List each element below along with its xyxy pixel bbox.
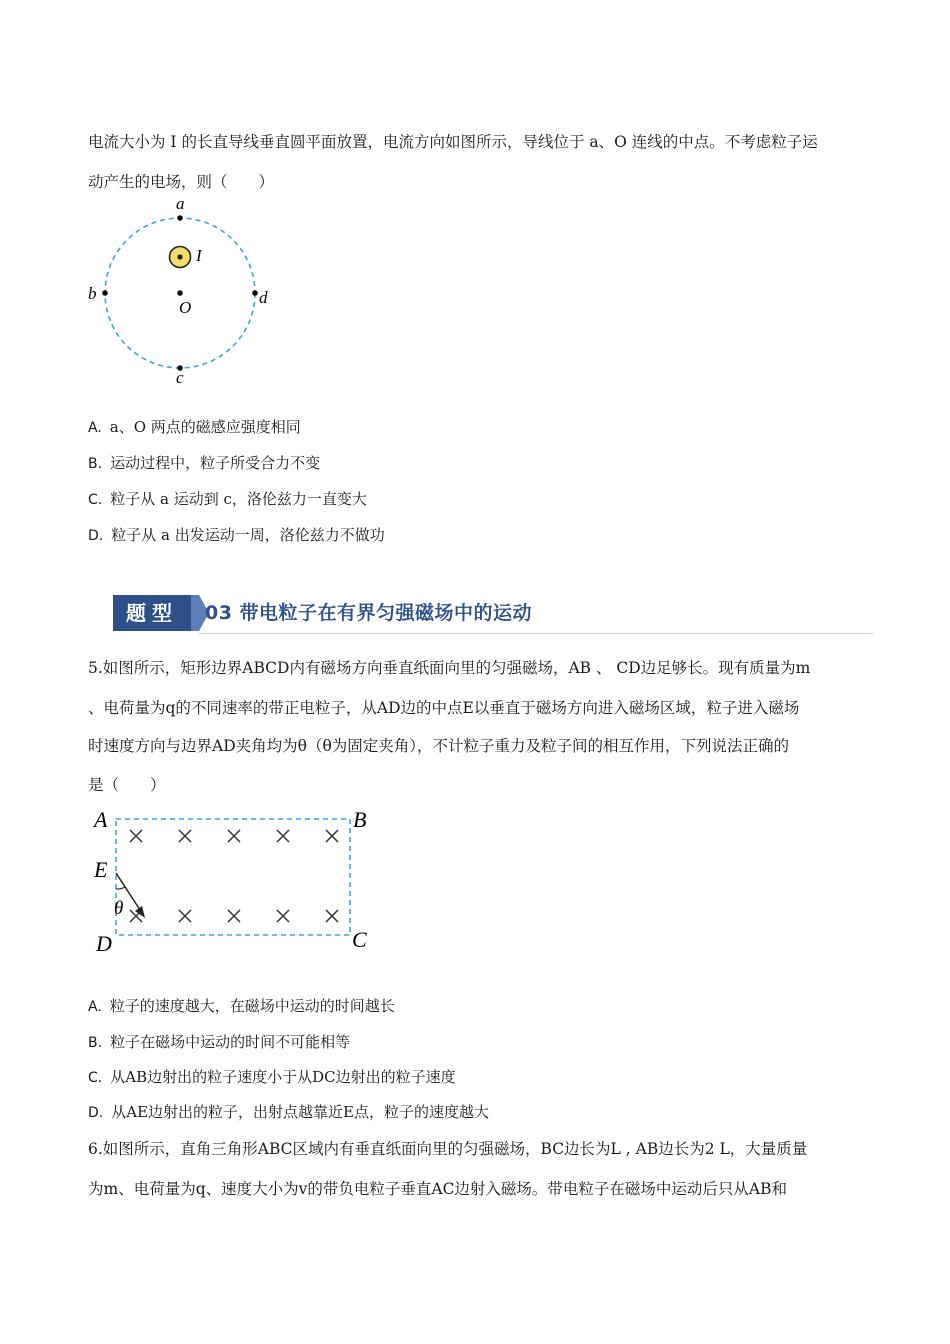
angle-arc — [116, 887, 125, 889]
section-banner — [113, 592, 873, 634]
cross-icon — [277, 830, 289, 842]
q5-text-line-1: 5.如图所示，矩形边界ABCD内有磁场方向垂直纸面向里的匀强磁场，AB 、 CD边足够长。现有质量为m — [88, 659, 811, 677]
label-o: O — [179, 298, 192, 317]
label-i: I — [196, 246, 202, 265]
q5-text-line-4: 是（ ） — [88, 776, 166, 794]
label-b: b — [88, 284, 97, 303]
point-o — [177, 290, 183, 296]
q4-option-d: D. 粒子从 a 出发运动一周，洛伦兹力不做功 — [88, 526, 385, 544]
field-crosses — [130, 830, 338, 922]
wire-dot-icon — [177, 254, 182, 259]
point-d — [252, 290, 258, 296]
q5-text-line-2: 、电荷量为q的不同速率的带正电粒子，从AD边的中点E以垂直于磁场方向进入磁场区域，粒子进入磁场 — [88, 699, 800, 717]
label-C: C — [352, 927, 367, 952]
section-title: 03 带电粒子在有界匀强磁场中的运动 — [205, 602, 533, 624]
label-B: B — [353, 807, 367, 832]
label-A: A — [94, 807, 108, 832]
q5-text-line-3: 时速度方向与边界AD夹角均为θ（θ为固定夹角），不计粒子重力及粒子间的相互作用，下列说法正确的 — [88, 737, 790, 755]
cross-icon — [228, 830, 240, 842]
label-D: D — [96, 931, 112, 956]
q5-option-c: C. 从AB边射出的粒子速度小于从DC边射出的粒子速度 — [88, 1068, 456, 1086]
q4-option-c: C. 粒子从 a 运动到 c，洛伦兹力一直变大 — [88, 490, 367, 508]
label-d: d — [259, 288, 268, 307]
q6-text-line-1: 6.如图所示，直角三角形ABC区域内有垂直纸面向里的匀强磁场，BC边长为L , AB边长为2 L，大量质量 — [88, 1140, 808, 1158]
q5-option-d: D. 从AE边射出的粒子，出射点越靠近E点，粒子的速度越大 — [88, 1103, 489, 1121]
q4-option-b: B. 运动过程中，粒子所受合力不变 — [88, 454, 321, 472]
q4-circle-figure — [80, 195, 280, 390]
cross-icon — [179, 910, 191, 922]
label-E: E — [94, 857, 108, 882]
point-a — [177, 215, 183, 221]
q5-rectangle-figure — [88, 805, 388, 965]
cross-icon — [326, 910, 338, 922]
cross-icon — [326, 830, 338, 842]
point-b — [102, 290, 108, 296]
q4-text-line-1: 电流大小为 I 的长直导线垂直圆平面放置，电流方向如图所示，导线位于 a、O 连线的中点。不考虑粒子运 — [88, 133, 818, 151]
q6-text-line-2: 为m、电荷量为q、速度大小为v的带负电粒子垂直AC边射入磁场。带电粒子在磁场中运动后只从AB和 — [88, 1180, 788, 1198]
section-tag: 题型 — [113, 595, 199, 631]
q5-option-b: B. 粒子在磁场中运动的时间不可能相等 — [88, 1033, 351, 1051]
cross-icon — [179, 830, 191, 842]
q4-text-line-2: 动产生的电场，则（ ） — [88, 173, 275, 191]
banner-rule — [199, 633, 873, 634]
q5-option-a: A. 粒子的速度越大，在磁场中运动的时间越长 — [88, 997, 395, 1015]
cross-icon — [130, 830, 142, 842]
cross-icon — [228, 910, 240, 922]
label-theta: θ — [114, 898, 124, 919]
q4-option-a: A. a、O 两点的磁感应强度相同 — [88, 418, 301, 436]
label-a: a — [176, 195, 185, 213]
label-c: c — [176, 368, 184, 387]
cross-icon — [277, 910, 289, 922]
